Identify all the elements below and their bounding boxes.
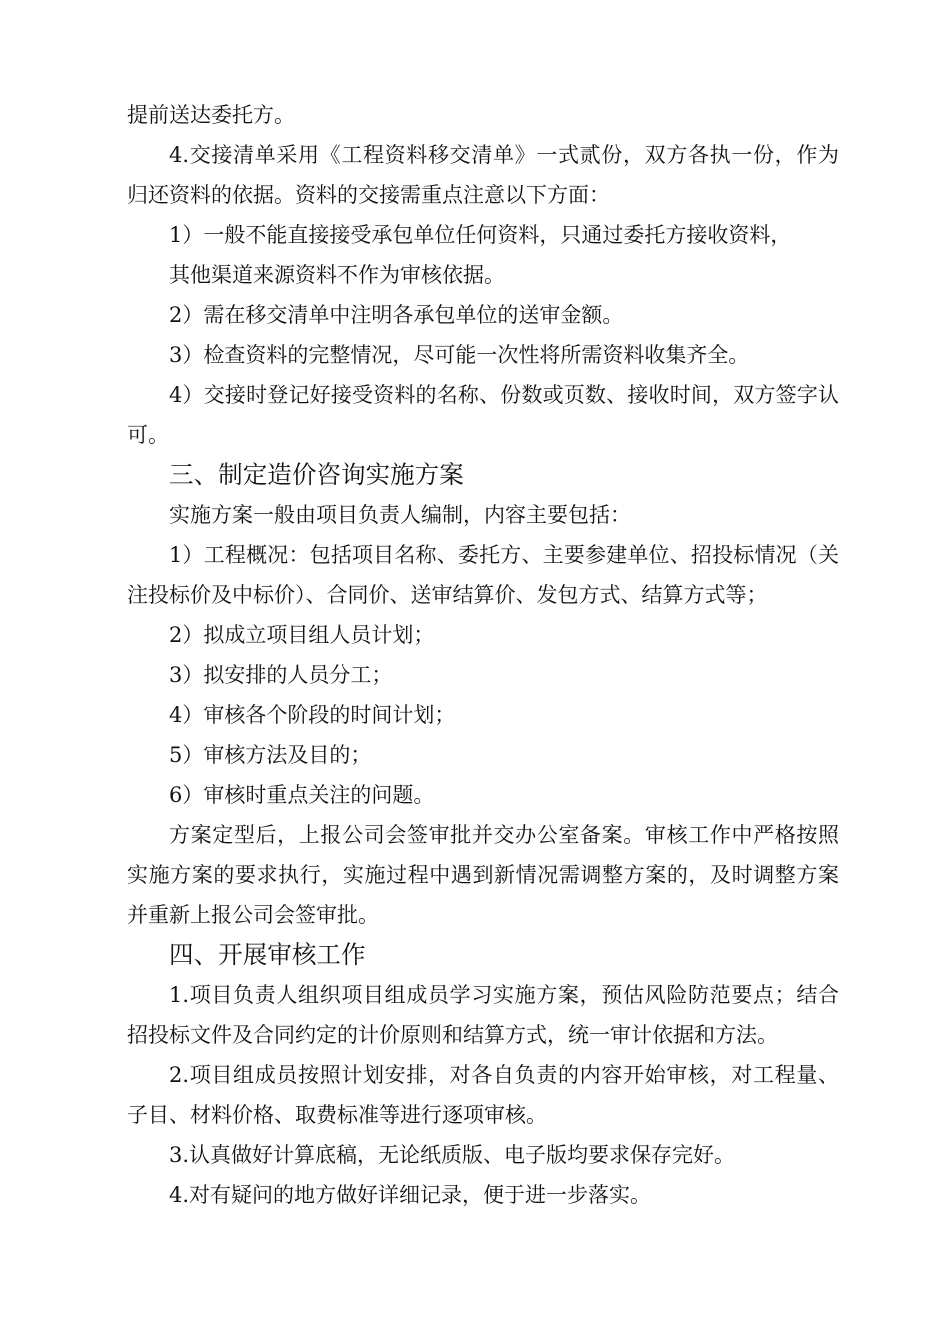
paragraph: 方案定型后，上报公司会签审批并交办公室备案。审核工作中严格按照实施方案的要求执行，实施过程中遇到新情况需调整方案的，及时调整方案并重新上报公司会签审批。 [127, 823, 839, 927]
list-item: 3）检查资料的完整情况，尽可能一次性将所需资料收集齐全。 [169, 343, 750, 367]
list-item: 6）审核时重点关注的问题。 [169, 783, 435, 807]
list-item: 2）需在移交清单中注明各承包单位的送审金额。 [169, 303, 624, 327]
paragraph: 实施方案一般由项目负责人编制，内容主要包括： [169, 503, 631, 527]
paragraph: 提前送达委托方。 [127, 103, 295, 127]
list-item: 1）工程概况：包括项目名称、委托方、主要参建单位、招投标情况（关注投标价及中标价）、合同价、送审结算价、发包方式、结算方式等； [127, 543, 839, 607]
list-item: 3）拟安排的人员分工； [169, 663, 393, 687]
section-heading: 三、制定造价咨询实施方案 [169, 460, 464, 489]
list-item: 4）审核各个阶段的时间计划； [169, 703, 456, 727]
paragraph: 3.认真做好计算底稿，无论纸质版、电子版均要求保存完好。 [169, 1143, 736, 1167]
list-item: 5）审核方法及目的； [169, 743, 372, 767]
paragraph: 4.交接清单采用《工程资料移交清单》一式贰份，双方各执一份，作为归还资料的依据。资料的交接需重点注意以下方面： [127, 143, 839, 207]
section-heading: 四、开展审核工作 [169, 940, 366, 969]
paragraph: 4.对有疑问的地方做好详细记录，便于进一步落实。 [169, 1183, 652, 1207]
list-item: 4）交接时登记好接受资料的名称、份数或页数、接收时间，双方签字认可。 [127, 383, 839, 447]
paragraph: 1.项目负责人组织项目组成员学习实施方案，预估风险防范要点；结合招投标文件及合同约定的计价原则和结算方式，统一审计依据和方法。 [127, 983, 839, 1047]
list-item-continuation: 其他渠道来源资料不作为审核依据。 [169, 263, 505, 287]
document-body [127, 95, 839, 1215]
list-item: 1）一般不能直接接受承包单位任何资料，只通过委托方接收资料， [169, 223, 792, 247]
paragraph: 2.项目组成员按照计划安排，对各自负责的内容开始审核，对工程量、子目、材料价格、取费标准等进行逐项审核。 [127, 1063, 839, 1127]
list-item: 2）拟成立项目组人员计划； [169, 623, 435, 647]
